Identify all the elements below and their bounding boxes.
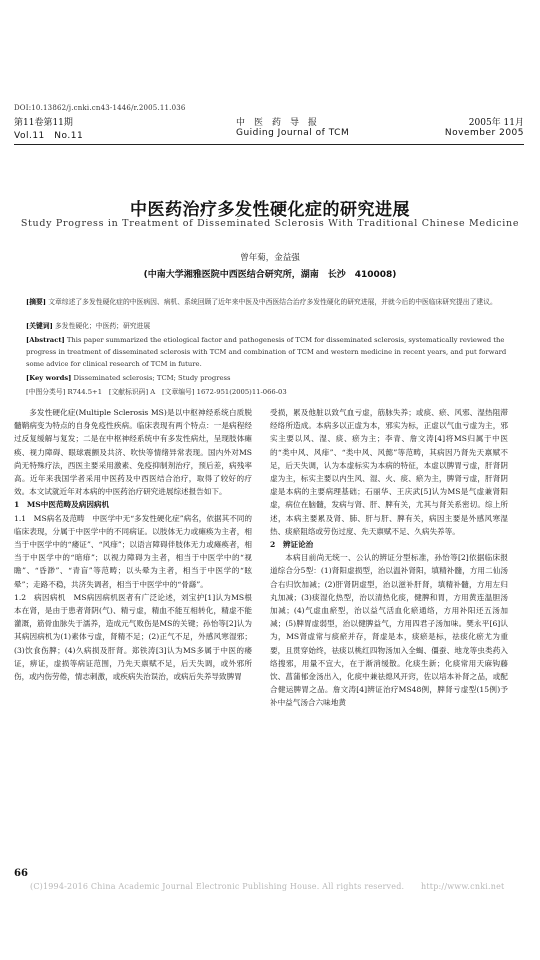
keywords-en-text: Disseminated sclerosis; TCM; Study progress bbox=[73, 374, 231, 382]
section-heading: 1 MS中医范畴及病因病机 bbox=[14, 500, 110, 510]
paragraph: 多发性硬化症(Multiple Sclerosis MS)是以中枢神经系统白质脱髓鞘病变为特点的自身免疫性疾病。临床表现有两个特点：一是病程经过反复缓解与复发；二是在中枢神经系统中有多发性病灶，呈现肢体瘫痪、视力障碍、眼球震颤及共济、吹快等情绪异常表现。国内外对MS尚无特殊疗法，西医主要采用激素、免疫抑制剂治疗，预后差，病残率高。近年来我国学者采用中医药及中西医结合治疗，取得了较好的疗效。本文试就近年对本病的中医药治疗研究进展综述报告如下。 bbox=[14, 408, 252, 497]
keywords-cn bbox=[26, 320, 520, 332]
journal-name-en: Guiding Journal of TCM bbox=[236, 128, 350, 138]
copyright-text: (C)1994-2016 China Academic Journal Electronic Publishing House. All rights reserved. bbox=[30, 882, 405, 891]
abstract-cn bbox=[26, 296, 520, 308]
header-rule bbox=[14, 144, 524, 145]
affiliation: (中南大学湘雅医院中西医结合研究所，湖南 长沙 410008) bbox=[143, 270, 397, 280]
keywords-en-label: [Key words] bbox=[26, 374, 72, 382]
paragraph: 1.1 MS病名及范畴 中医学中无“多发性硬化症”病名，依据其不同的临床表现，分属于中医学中的不同病证。以肢体无力或瘫痪为主者，相当于中医学中的“痿证”、“风痱”；以语言障碍伴肢体无力或瘫痪者，相当于中医学中的“暗痱”；以视力障碍为主者，相当于中医学中的“视瞻”、“昏渺”、“青盲”等范畴；以头晕为主者，相当于中医学的“眩晕”；走路不稳，共济失调者，相当于中医学中的“骨繇”。 bbox=[14, 513, 252, 589]
abstract-en-text: This paper summarized the etiological factor and pathogenesis of TCM for disseminated sclerosis, systematically reviewed the progress in treatment of disseminated sclerosis with TCM and combination of TCM and western medicine in recent years, and put forward some advice for clinical research of TCM in future. bbox=[26, 336, 507, 368]
keywords-en bbox=[26, 372, 520, 384]
body-column-left bbox=[14, 406, 252, 683]
paragraph: 受损，累及他脏以致气血亏虚，筋脉失养；或痰、瘀、风邪、湿热阻滞经络所造成。本病多以正虚为本，邪实为标，正虚以气血亏虚为主，邪实主要以风、湿、痰、瘀为主；李青、詹文涛[4]将MS归属于中医的“类中风、风痱”、“类中风、风懿”等范畴，其病因乃肾先天禀赋不足，后天失调，认为本虚标实为本病的特征，本虚以脾胃亏虚，肝肾阴虚为主，标实主要以内生风、湿、火、痰、瘀为主，脾肾亏虚，肝肾阴虚是本病的主要病理基础；石丽华、王庆武[5]认为MS是气虚兼肾阳虚，病位在脑髓，发病与肾、肝、脾有关，尤其与肾关系密切。综上所述，本病主要累及肾、肺、肝与肝、脾有关，病因主要是外感风寒湿热、痰瘀阻络或劳伤过度、先天禀赋不足、久病失养等。 bbox=[270, 408, 508, 536]
abstract-cn-label: [摘要] bbox=[26, 298, 47, 306]
section-heading: 2 辨证论治 bbox=[270, 540, 314, 550]
paragraph: 本病目前尚无统一、公认的辨证分型标准，孙怡等[2]依据临床报道综合分5型：(1)肾阳虚损型，治以温补肾阳，填精补髓，方用二仙汤合右归饮加减；(2)肝肾阴虚型，治以滋补肝肾，填精补髓，方用左归丸加减；(3)痰湿化热型，治以清热化痰，健脾和胃，方用黄连温胆汤加减；(4)气虚血瘀型，治以益气活血化瘀通络，方用补阳还五汤加减；(5)脾胃虚弱型，治以健脾益气，方用四君子汤加味。樊永平[6]认为，MS肾虚常与痰瘀并存，肾虚是本，痰瘀是标，祛痰化瘀尤为重要，且贯穿始终，祛痰以桃红四物汤加入全蝎、僵蚕、地龙等虫类药入络搜邪，用量不宜大，在于渐消缓散。化痰生新；化痰常用天麻钩藤饮、菖蒲郁金汤出入，化痰中兼祛熄风开窍，佐以培本补肾之品，或配合健运脾胃之品。詹文涛[4]辨证治疗MS48例，脾肾亏虚型(15例)予补中益气汤合六味地黄 bbox=[270, 553, 508, 708]
volume-issue-en: Vol.11 No.11 bbox=[14, 131, 84, 141]
date-cn: 2005年 11月 bbox=[468, 118, 524, 128]
body-column-right bbox=[270, 406, 508, 710]
abstract-en bbox=[26, 334, 520, 370]
abstract-en-label: [Abstract] bbox=[26, 336, 65, 344]
classification-line: [中图分类号] R744.5+1 [文献标识码] A [文章编号] 1672-951(2005)11-066-03 bbox=[26, 388, 287, 396]
page-number: 66 bbox=[14, 868, 28, 879]
journal-name-cn: 中 医 药 导 报 bbox=[236, 118, 318, 128]
paragraph: 1.2 病因病机 MS病因病机医者有广泛论述，刘宝护[1]认为MS根本在肾，是由于患者肾阴(气)、精亏虚，精血不能互相转化，精虚不能灌溉，筋骨血脉失于濡养，造成元气败伤是MS的关键；孙怡等[2]认为其病因病机为(1)素体亏虚，肾精不足；(2)正气不足，外感风寒湿邪；(3)饮食伤脾；(4)久病损及肝肾。郑铁涛[3]认为MS多属于中医的痿证，痹证，虚损等病证范围，乃先天禀赋不足，后天失调，或外邪所伤，或内伤劳倦，情志刺激，或疾病失治误治，或病后失养导致脾胃 bbox=[14, 592, 252, 682]
footer-url: http://www.cnki.net bbox=[421, 882, 505, 891]
article-title-en: Study Progress in Treatment of Disseminated Sclerosis With Traditional Chinese Medicine bbox=[20, 218, 520, 229]
article-title-cn: 中医药治疗多发性硬化症的研究进展 bbox=[130, 200, 410, 220]
authors: 曾年菊，金益强 bbox=[240, 253, 300, 263]
abstract-cn-text: 文章综述了多发性硬化症的中医病因、病机、系统回顾了近年来中医及中西医结合治疗多发性硬化的研究进展，并就今后的中医临床研究提出了建议。 bbox=[48, 298, 497, 306]
keywords-cn-text: 多发性硬化；中医药；研究进展 bbox=[55, 322, 151, 330]
volume-issue-cn: 第11卷第11期 bbox=[14, 118, 73, 128]
doi: DOI:10.13862/j.cnki.cn43-1446/r.2005.11.036 bbox=[14, 104, 186, 112]
keywords-cn-label: [关键词] bbox=[26, 322, 53, 330]
date-en: November 2005 bbox=[444, 128, 524, 138]
copyright-footer bbox=[30, 882, 504, 891]
